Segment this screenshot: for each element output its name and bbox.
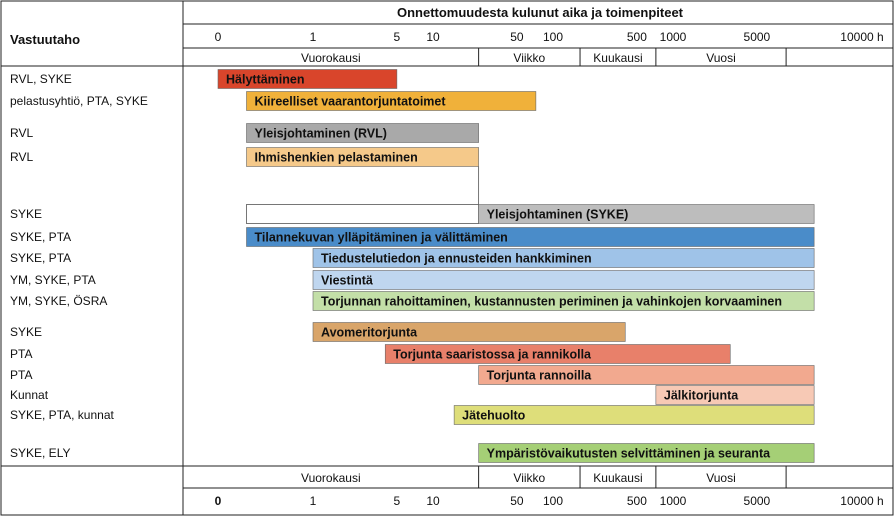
responsible-label: pelastusyhtiö, PTA, SYKE [10,94,148,108]
task-label: Viestintä [321,273,373,288]
tick-label: 1000 [659,494,687,508]
period-label: Viikko [513,51,546,65]
task-label: Torjunta saaristossa ja rannikolla [393,347,592,362]
tick-label: 10 [426,30,440,44]
task-label: Jälkitorjunta [663,388,739,403]
responsible-label: SYKE, PTA, kunnat [10,408,114,422]
responsible-label: RVL, SYKE [10,72,72,86]
responsible-label: SYKE [10,207,43,221]
tick-label: 5000 [743,494,771,508]
task-label: Ympäristövaikutusten selvittäminen ja seuranta [486,446,771,461]
responsible-label: PTA [10,347,33,361]
tick-label: 10 [426,494,440,508]
task-label: Ihmishenkien pelastaminen [254,150,418,165]
bottom-tick-labels [215,494,884,508]
tick-label: 1 [309,30,317,44]
task-label: Hälyttäminen [226,72,305,87]
responsible-label: SYKE, PTA [10,251,72,265]
period-label: Kuukausi [593,471,643,485]
task-label: Avomeritorjunta [321,325,418,340]
top-period-labels [301,51,736,65]
period-label: Vuorokausi [301,471,361,485]
responsible-label: RVL [10,126,34,140]
responsible-label: PTA [10,368,33,382]
tick-label: 100 [542,494,564,508]
tick-label: 0 [214,494,222,508]
tick-label: 500 [626,30,647,44]
responsible-labels [10,72,148,460]
tick-label: 5 [393,30,401,44]
task-label: Yleisjohtaminen (SYKE) [486,207,629,222]
task-label: Torjunta rannoilla [486,368,592,383]
task-bars [218,70,814,463]
period-label: Kuukausi [593,51,643,65]
responsible-label: SYKE, PTA [10,230,72,244]
tick-label: 5 [393,494,401,508]
responsible-label: SYKE [10,325,43,339]
tick-label: 100 [542,30,564,44]
tick-label: 10000 h [840,494,884,508]
task-label: Kiireelliset vaarantorjuntatoimet [254,94,446,109]
responsible-label: SYKE, ELY [10,446,71,460]
responsible-label: RVL [10,150,34,164]
tick-label: 5000 [743,30,771,44]
tick-label: 500 [626,494,647,508]
period-label: Viikko [513,471,546,485]
tick-label: 50 [510,494,524,508]
responsible-label: Kunnat [10,388,49,402]
chart-title: Onnettomuudesta kulunut aika ja toimenpiteet [396,5,684,20]
period-label: Vuosi [706,471,736,485]
row-header: Vastuutaho [10,32,81,47]
tick-label: 1000 [659,30,687,44]
tick-label: 1 [309,494,317,508]
tick-label: 0 [214,30,222,44]
task-bar [313,271,814,290]
task-label: Tilannekuvan ylläpitäminen ja välittäminen [254,230,508,245]
top-tick-labels [215,30,884,44]
tick-label: 50 [510,30,524,44]
responsible-label: YM, SYKE, PTA [10,273,96,287]
responsible-label: YM, SYKE, ÖSRA [10,294,108,308]
bottom-period-labels [301,471,736,485]
period-label: Vuosi [706,51,736,65]
task-label: Jätehuolto [462,408,526,423]
tick-label: 10000 h [840,30,884,44]
task-label: Torjunnan rahoittaminen, kustannusten periminen ja vahinkojen korvaaminen [321,294,782,309]
placeholder-box [247,205,479,224]
task-label: Yleisjohtaminen (RVL) [254,126,387,141]
task-label: Tiedustelutiedon ja ennusteiden hankkiminen [321,251,592,266]
period-label: Vuorokausi [301,51,361,65]
